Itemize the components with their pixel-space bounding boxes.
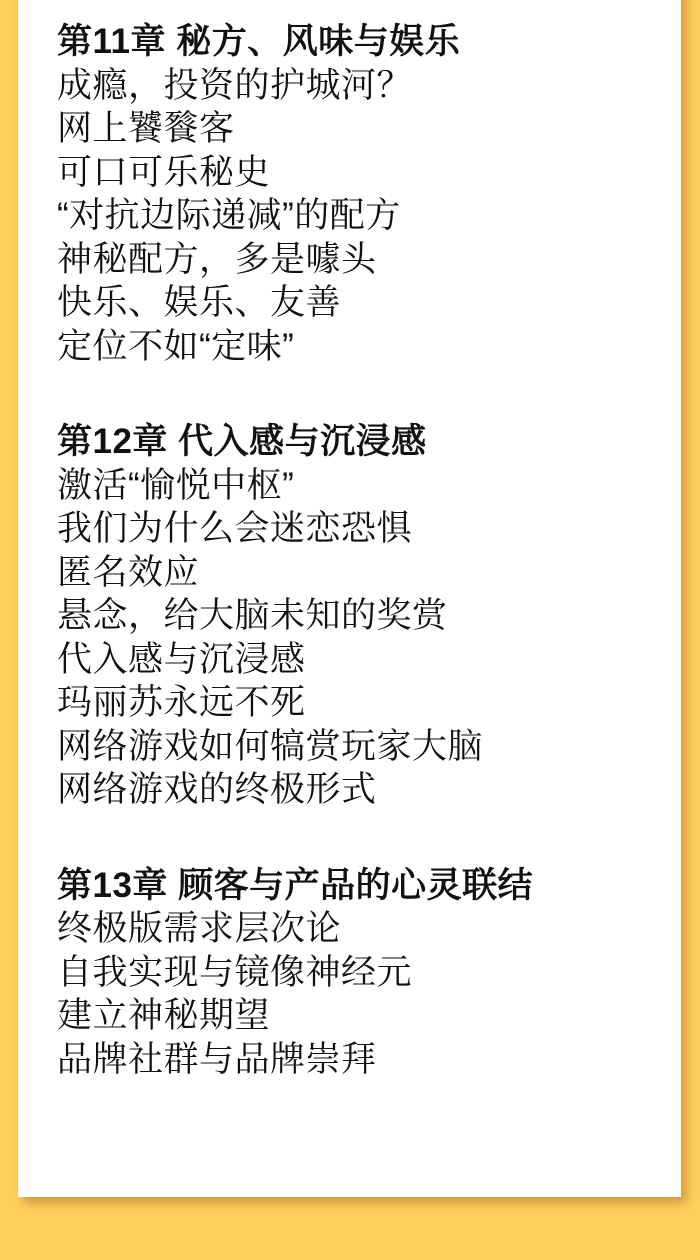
- toc-section: [57, 20, 651, 368]
- chapter-heading: 第12章 代入感与沉浸感: [57, 422, 427, 461]
- toc-item: 玛丽苏永远不死: [57, 683, 306, 722]
- toc-item: 快乐、娱乐、友善: [57, 283, 342, 322]
- toc-item: 自我实现与镜像神经元: [57, 952, 413, 992]
- toc-section: [57, 864, 651, 1082]
- toc-item: 网络游戏的终极形式: [57, 770, 377, 809]
- toc-item: 定位不如“定味”: [57, 326, 295, 366]
- toc-item: 激活“愉悦中枢”: [57, 465, 295, 505]
- toc-item: 品牌社群与品牌崇拜: [57, 1039, 377, 1079]
- toc-item: 网络游戏如何犒赏玩家大脑: [57, 726, 484, 766]
- toc-item: 悬念，给大脑未知的奖赏: [57, 596, 448, 635]
- toc-item: 我们为什么会迷恋恐惧: [57, 509, 413, 548]
- toc-item: 成瘾，投资的护城河？: [57, 65, 413, 105]
- toc-item: 可口可乐秘史: [57, 152, 271, 192]
- toc-item: 匿名效应: [57, 552, 200, 592]
- chapter-heading: 第13章 顾客与产品的心灵联结: [57, 865, 534, 905]
- table-of-contents: [18, 0, 681, 1081]
- toc-item: 建立神秘期望: [57, 996, 271, 1035]
- toc-item: 神秘配方，多是噱头: [57, 239, 377, 279]
- toc-section: [57, 420, 651, 812]
- content-card: [18, 0, 681, 1197]
- toc-item: “对抗边际递减”的配方: [57, 196, 401, 235]
- toc-item: 终极版需求层次论: [57, 909, 342, 948]
- toc-item: 网上饕餮客: [57, 109, 235, 148]
- chapter-heading: 第11章 秘方、风味与娱乐: [57, 22, 461, 61]
- toc-item: 代入感与沉浸感: [57, 639, 306, 679]
